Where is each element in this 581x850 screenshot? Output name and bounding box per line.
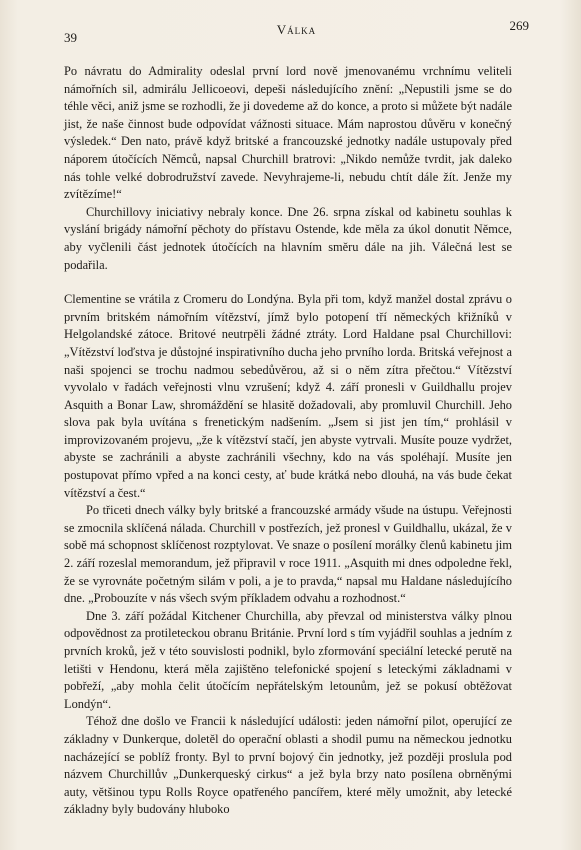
running-title: Válka: [276, 22, 317, 37]
page-number-right: 269: [509, 18, 529, 33]
paragraph: Téhož dne došlo ve Francii k následující události: jeden námořní pilot, operující ze základny v Dunkerque, doletěl do operační oblasti a shodil pumu na německou jednotku nacházející se poblíž fronty. Byl to první bojový čin jednotky, jež později proslula pod názvem Churchillův „Dunkerqueský cirkus“ a jež byla brzy nato posílena obrněnými auty, většinou typu Rolls Royce opatřeného pancířem, které měly umožnit, aby letecké základny byly budovány hluboko: [64, 714, 512, 817]
paragraph: Dne 3. září požádal Kitchener Churchilla, aby převzal od ministerstva války plnou odpovědnost za protileteckou obranu Británie. První lord s tím vyjádřil souhlas a jedním z prvních kroků, jež v této souvislosti podnikl, bylo zformování speciální letecké perutě na letišti v Hendonu, která měla zajištěno telefonické spojení s leteckými základnami v pobřeží, „aby mohla čelit útočícím nepřátelským letounům, jež se pokusí obtěžovat Londýn“.: [64, 608, 512, 711]
paragraph: Po návratu do Admirality odeslal první lord nově jmenovanému vrchnímu veliteli námořních sil, admirálu Jellicoeovi, depeši následujícího znění: „Nepustili jsme se do téhle věci, aniž jsme se rozhodli, že ji dovedeme až do konce, a proto si můžete být nadále jist, že naše činnost bude odpovídat vážnosti situace. Mám naprostou důvěru v konečný výsledek.“ Den nato, právě když britské a francouzské jednotky nadále ustupovaly před náporem útočících Němců, napsal Churchill bratrovi: „Nikdo nemůže tvrdit, jak daleko nás tohle velké dobrodružství zavede. Nevyhrajeme-li, nebudu chtít dále žít. Jenže my zvítězíme!“: [64, 64, 512, 202]
page-body: [64, 63, 512, 819]
paragraph: Clementine se vrátila z Cromeru do Londýna. Byla při tom, když manžel dostal zprávu o prvním britském námořním vítězství, jímž bylo potopení tří německých křižníků v Helgolandské zátoce. Britové neutrpěli žádné ztráty. Lord Haldane psal Churchillovi: „Vítězství loďstva je důstojné inspirativního ducha jeho prvního lorda. Britská veřejnost a naši spojenci se trochu nadmou sebedůvěrou, až si o něm zítra přečtou.“ Vítězství vyvolalo v řadách veřejnosti vlnu vzrušení; když 4. září pronesli v Guildhallu projev Asquith a Bonar Law, shromáždění se hlasitě dožadovali, aby promluvil Churchill. Jeho slova pak byla uvítána s frenetickým nadšením. „Jsem si jist jen tím,“ prohlásil v improvizovaném projevu, „že k vítězství stačí, jen abyste vytrvali. Musíte pouze vydržet, abyste se zachránili a abyste zachránili všechny, kdo na vás spoléhají. Musíte jen postupovat přímo vpřed a na konci cesty, ať bude krátká nebo dlouhá, na vás bude čekat vítězství a čest.“: [64, 292, 512, 500]
page-number-left: 39: [64, 30, 77, 45]
running-header: [64, 18, 529, 45]
paragraph: Po třiceti dnech války byly britské a francouzské armády všude na ústupu. Veřejnosti se zmocnila sklíčená nálada. Churchill v postřezích, jež pronesl v Guildhallu, ukázal, že v sobě má schopnost sklíčenost rozptylovat. Ve snaze o posílení morálky členů kabinetu jim 2. září rozeslal memorandum, jež připravil v roce 1911. „Asquith mi dnes odpoledne řekl, že se vyrovnáte početným silám v poli, a je to pravda,“ napsal mu Haldane následujícího dne. „Probouzíte v nás všech svým příkladem odvahu a rozhodnost.“: [64, 503, 512, 606]
paragraph: Churchillovy iniciativy nebraly konce. Dne 26. srpna získal od kabinetu souhlas k vyslání brigády námořní pěchoty do přístavu Ostende, kde měla za úkol donutit Němce, aby vyčlenili část jednotek útočících na hlavním směru dále na jih. Válečná lest se podařila.: [64, 204, 512, 272]
